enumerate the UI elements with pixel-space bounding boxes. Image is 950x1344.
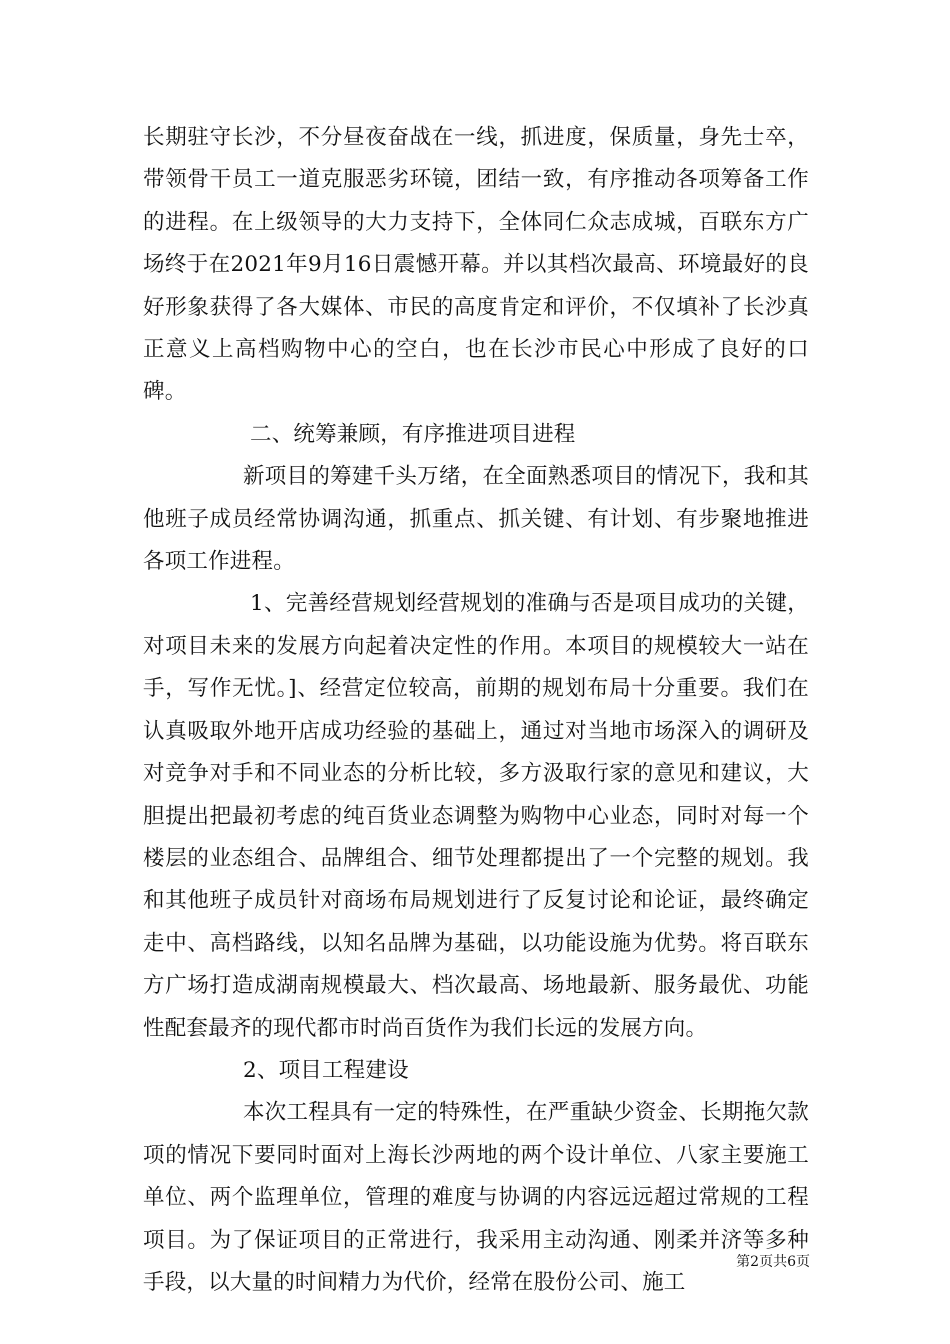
paragraph-intro-continued: 长期驻守长沙，不分昼夜奋战在一线，抓进度，保质量，身先士卒，带领骨干员工一道克服恶劣环镜，团结一致，有序推动各项筹备工作的进程。在上级领导的大力支持下，全体同仁众志成城，百联东方广场终于在2021年9月16日震憾开幕。并以其档次最高、环境最好的良好形象获得了各大媒体、市民的高度肯定和评价，不仅填补了长沙真正意义上高档购物中心的空白，也在长沙市民心中形成了良好的口碑。 bbox=[143, 125, 809, 405]
subheading-engineering: 2、项目工程建设 bbox=[243, 1057, 409, 1083]
document-body bbox=[143, 117, 809, 1304]
page-number-footer: 第2页共6页 bbox=[736, 1254, 810, 1270]
paragraph-engineering: 本次工程具有一定的特殊性，在严重缺少资金、长期拖欠款项的情况下要同时面对上海长沙两地的两个设计单位、八家主要施工单位、两个监理单位，管理的难度与协调的内容远远超过常规的工程项目。为了保证项目的正常进行，我采用主动沟通、刚柔并济等多种手段，以大量的时间精力为代价，经常在股份公司、施工 bbox=[143, 1100, 809, 1295]
section-heading-2: 二、统筹兼顾，有序推进项目进程 bbox=[250, 421, 576, 447]
paragraph-business-planning: 1、完善经营规划经营规划的准确与否是项目成功的关键，对项目未来的发展方向起着决定性的作用。本项目的规模较大一站在手，写作无忧。]、经营定位较高，前期的规划布局十分重要。我们在认真吸取外地开店成功经验的基础上，通过对当地市场深入的调研及对竞争对手和不同业态的分析比较，多方汲取行家的意见和建议，大胆提出把最初考虑的纯百货业态调整为购物中心业态，同时对每一个楼层的业态组合、品牌组合、细节处理都提出了一个完整的规划。我和其他班子成员针对商场布局规划进行了反复讨论和论证，最终确定走中、高档路线，以知名品牌为基础，以功能设施为优势。将百联东方广场打造成湖南规模最大、档次最高、场地最新、服务最优、功能性配套最齐的现代都市时尚百货作为我们长远的发展方向。 bbox=[143, 591, 809, 1041]
paragraph-project-overview: 新项目的筹建千头万绪，在全面熟悉项目的情况下，我和其他班子成员经常协调沟通，抓重点、抓关键、有计划、有步聚地推进各项工作进程。 bbox=[143, 464, 809, 575]
